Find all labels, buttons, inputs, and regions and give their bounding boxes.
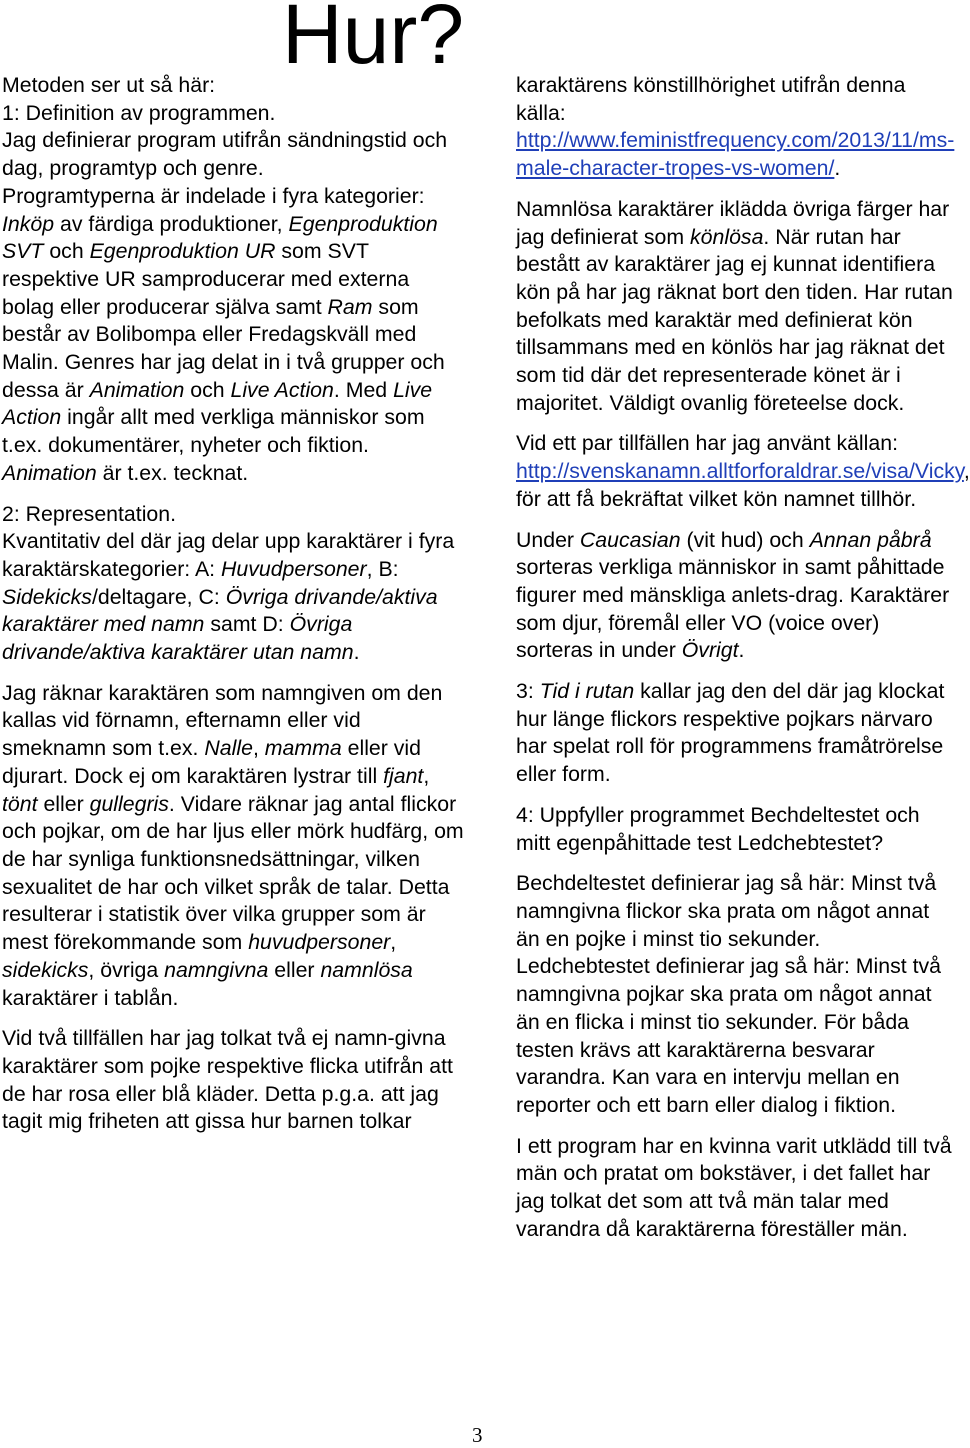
text-run: Programtyperna är indelade i fyra kategorier:	[2, 183, 425, 208]
italic-term: Tid i rutan	[539, 679, 635, 704]
italic-term: Caucasian	[579, 527, 681, 552]
text-run: karaktärer i tablån.	[2, 985, 179, 1010]
paragraph-source-svenskanamn	[516, 430, 970, 513]
italic-term: Animation	[2, 460, 97, 485]
italic-term: mamma	[264, 736, 342, 761]
text-run: eller	[268, 957, 321, 982]
text-run: karaktärens könstillhörighet utifrån denna källa:	[516, 73, 906, 125]
italic-term: Egenproduktion UR	[89, 239, 276, 264]
italic-term: Annan påbrå	[809, 527, 932, 552]
text-run: .	[738, 638, 745, 663]
text-run: Vid ett par tillfällen har jag använt källan:	[516, 431, 899, 456]
text-run: ,	[390, 930, 397, 955]
text-run: och	[184, 377, 231, 402]
text-run: , övriga	[88, 957, 165, 982]
text-run: av färdiga produktioner,	[54, 211, 289, 236]
italic-term: Ram	[327, 294, 373, 319]
text-run: som består av Bolibompa eller Fredagskväll med Malin. Genres har jag delat in i två grupper och dessa är	[2, 294, 445, 402]
italic-term: Inköp	[2, 211, 55, 236]
italic-term: tönt	[2, 791, 38, 816]
paragraph-costume-case	[516, 1133, 956, 1244]
text-run: Metoden ser ut så här:	[2, 73, 216, 97]
source-link[interactable]: http://svenskanamn.alltforforaldrar.se/visa/Vicky	[516, 459, 964, 484]
text-run: .	[353, 640, 360, 665]
page-number: 3	[472, 1423, 483, 1447]
italic-term: könlösa	[690, 224, 764, 249]
text-run: sorteras verkliga människor in samt påhittade figurer med mänskliga anlets-drag. Karaktärer som djur, föremål eller VO (voice over) sorteras in under	[516, 555, 950, 663]
source-link[interactable]: http://www.feministfrequency.com/2013/11/ms-male-character-tropes-vs-women/	[516, 128, 955, 181]
text-run: /deltagare, C:	[91, 584, 226, 609]
right-column	[516, 72, 970, 1243]
page-title: Hur?	[282, 0, 465, 81]
italic-term: Nalle	[204, 736, 253, 761]
italic-term: Övriga drivande/aktiva karaktärer utan namn	[2, 612, 354, 665]
text-run: Jag räknar karaktären som namngiven om den kallas vid förnamn, efternamn eller vid smeknamn som t.ex.	[2, 680, 443, 761]
text-run: Jag definierar program utifrån sändningstid och dag, programtyp och genre.	[2, 128, 448, 181]
text-run: Namnlösa karaktärer iklädda övriga färger har jag definierat som	[516, 196, 950, 249]
text-run: 1: Definition av programmen.	[2, 100, 276, 125]
text-run: eller	[37, 791, 90, 816]
paragraph-unnamed-characters	[2, 1025, 464, 1136]
italic-term: Live Action	[2, 377, 433, 430]
italic-term: Live Action	[230, 377, 334, 402]
text-run: som SVT respektive UR samproducerar med externa bolag eller producerar själva samt	[2, 239, 410, 319]
text-run: 3:	[516, 679, 540, 704]
italic-term: gullegris	[89, 791, 169, 816]
text-run: eller vid djurart. Dock ej om karaktären lystrar till	[2, 736, 422, 788]
text-run: och	[43, 239, 90, 264]
text-run: kallar jag den del där jag klockat hur länge flickors respektive pojkars närvaro har spelat roll för programmens framåtrörelse eller form.	[516, 679, 945, 787]
italic-term: namnlösa	[320, 957, 413, 982]
paragraph-source-feministfrequency	[516, 72, 956, 183]
italic-term: Egenproduktion SVT	[2, 211, 438, 264]
text-run: Bechdeltestet definierar jag så här: Minst två namngivna flickor ska prata om något annat än en pojke i minst tio sekunder. Ledchebtestet definierar jag så här: Minst två namngivna pojkar ska prata om något annat än en flicka i minst tio sekunder. För båda testen krävs att karaktärerna besvarar varandra. Kan vara en intervju mellan en reporter och ett barn eller dialog i fiktion.	[516, 871, 941, 1117]
text-run: 2: Representation.	[2, 501, 177, 526]
text-run: .	[834, 156, 841, 181]
paragraph-tests	[516, 802, 956, 857]
paragraph-time-on-screen	[516, 678, 956, 789]
italic-term: huvudpersoner	[248, 930, 391, 955]
text-run: . När rutan har bestått av karaktärer jag ej kunnat identifiera kön på har jag räknat bort den tiden. Har rutan befolkats med karaktär med definierat kön tillsammans med en könlös har jag räknat det som tid där det representerade könet är i majoritet. Väldigt ovanlig företeelse dock.	[516, 224, 953, 415]
text-run: , B:	[366, 556, 399, 581]
paragraph-genderless	[516, 196, 956, 418]
text-run: Vid två tillfällen har jag tolkat två ej namn-givna karaktärer som pojke respektive flicka utifrån att de har rosa eller blå kläder. Detta p.g.a. att jag tagit mig friheten att gissa hur barnen tolkar	[2, 1026, 453, 1134]
paragraph-naming-rules	[2, 680, 464, 1012]
paragraph-method-definition	[2, 72, 464, 488]
text-run: . Med	[333, 377, 394, 402]
italic-term: Sidekicks	[2, 584, 92, 609]
text-run: ,	[423, 763, 430, 788]
text-run: ,	[252, 736, 265, 761]
text-run: I ett program har en kvinna varit utklädd till två män och pratat om bokstäver, i det fallet har jag tolkat det som att två män talar med varandra då karaktärerna föreställer män.	[516, 1133, 952, 1241]
paragraph-test-definitions	[516, 870, 956, 1119]
text-run: Kvantitativ del där jag delar upp karaktärer i fyra karaktärskategorier: A:	[2, 529, 455, 581]
text-run: . Vidare räknar jag antal flickor och pojkar, om de har ljus eller mörk hudfärg, om de har synliga funktionsnedsättningar, vilken sexualitet de har och vilket språk de talar. Detta resulterar i statistik över vilka grupper som är mest förekommande som	[2, 791, 464, 955]
italic-term: Övriga drivande/aktiva karaktärer med namn	[2, 584, 438, 637]
left-column	[2, 72, 464, 1136]
italic-term: fjant	[383, 763, 424, 788]
text-run: ingår allt med verkliga människor som t.ex. dokumentärer, nyheter och fiktion.	[2, 405, 425, 458]
italic-term: namngivna	[164, 957, 269, 982]
italic-term: Övrigt	[681, 638, 739, 663]
italic-term: Animation	[89, 377, 185, 402]
text-run: Under	[516, 527, 580, 552]
text-run: , för att få bekräftat vilket kön namnet tillhör.	[516, 459, 970, 511]
text-run: 4: Uppfyller programmet Bechdeltestet och mitt egenpåhittade test Ledchebtestet?	[516, 802, 920, 855]
text-run: (vit hud) och	[680, 527, 810, 552]
paragraph-skin-color	[516, 527, 956, 666]
italic-term: sidekicks	[2, 957, 89, 982]
text-run: är t.ex. tecknat.	[96, 460, 249, 485]
paragraph-representation	[2, 501, 464, 667]
italic-term: Huvudpersoner	[220, 556, 367, 581]
text-run: samt D:	[204, 612, 290, 637]
